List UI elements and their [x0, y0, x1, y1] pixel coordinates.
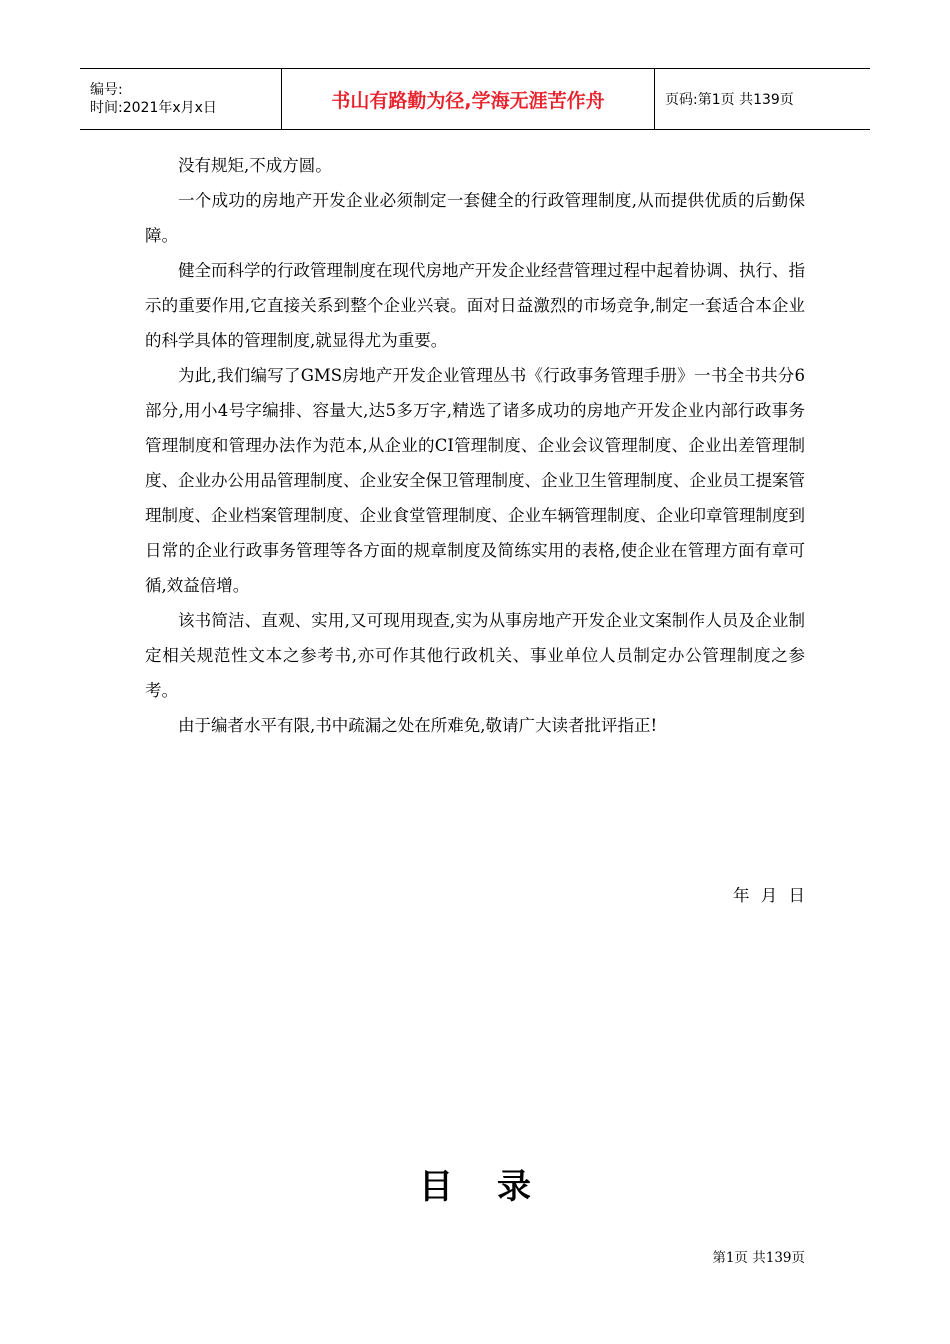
body-text	[145, 148, 805, 743]
paragraph-5: 该书简洁、直观、实用,又可现用现查,实为从事房地产开发企业文案制作人员及企业制定相关规范性文本之参考书,亦可作其他行政机关、事业单位人员制定办公管理制度之参考。	[145, 611, 805, 700]
header-motto: 书山有路勤为径,学海无涯苦作舟	[282, 69, 655, 129]
header-number-label: 编号:	[90, 82, 123, 98]
date-line: 年 月 日	[733, 886, 805, 905]
footer-page-info: 第1页 共139页	[712, 1250, 805, 1266]
header-meta	[80, 69, 282, 129]
paragraph-3: 健全而科学的行政管理制度在现代房地产开发企业经营管理过程中起着协调、执行、指示的重要作用,它直接关系到整个企业兴衰。面对日益激烈的市场竞争,制定一套适合本企业的科学具体的管理制度,就显得尤为重要。	[145, 261, 805, 350]
toc-title: 目录	[419, 1167, 575, 1207]
paragraph-6: 由于编者水平有限,书中疏漏之处在所难免,敬请广大读者批评指正!	[178, 716, 658, 735]
paragraph-1: 没有规矩,不成方圆。	[178, 156, 332, 175]
header-time-label: 时间:2021年x月x日	[90, 100, 217, 116]
paragraph-2: 一个成功的房地产开发企业必须制定一套健全的行政管理制度,从而提供优质的后勤保障。	[145, 191, 805, 245]
page-header	[80, 68, 870, 130]
paragraph-4: 为此,我们编写了GMS房地产开发企业管理丛书《行政事务管理手册》一书全书共分6部分,用小4号字编排、容量大,达5多万字,精选了诸多成功的房地产开发企业内部行政事务管理制度和管理办法作为范本,从企业的CI管理制度、企业会议管理制度、企业出差管理制度、企业办公用品管理制度、企业安全保卫管理制度、企业卫生管理制度、企业员工提案管理制度、企业档案管理制度、企业食堂管理制度、企业车辆管理制度、企业印章管理制度到日常的企业行政事务管理等各方面的规章制度及简练实用的表格,使企业在管理方面有章可循,效益倍增。	[145, 366, 805, 595]
header-page-info: 页码:第1页 共139页	[665, 92, 794, 108]
